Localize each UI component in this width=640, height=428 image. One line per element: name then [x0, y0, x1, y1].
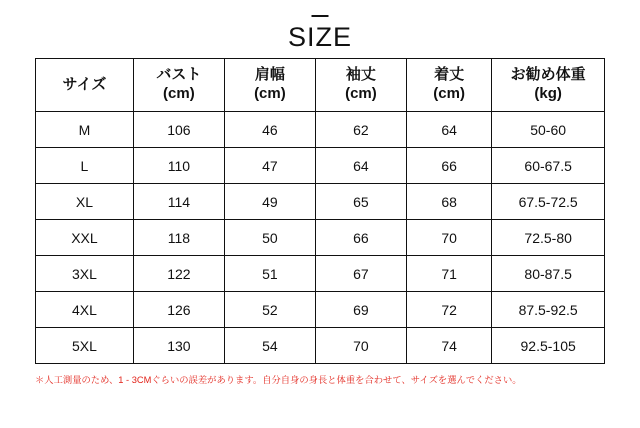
- cell-length: 70: [406, 220, 491, 256]
- column-header-length: 着丈 (cm): [406, 59, 491, 112]
- column-header-sleeve: 袖丈 (cm): [315, 59, 406, 112]
- cell-weight: 87.5-92.5: [492, 292, 605, 328]
- cell-weight: 80-87.5: [492, 256, 605, 292]
- cell-length: 71: [406, 256, 491, 292]
- cell-length: 64: [406, 112, 491, 148]
- table-header: [36, 59, 605, 112]
- table-row: [36, 220, 605, 256]
- cell-size: 5XL: [36, 328, 134, 364]
- column-header-shoulder: 肩幅 (cm): [224, 59, 315, 112]
- cell-bust: 110: [133, 148, 224, 184]
- size-table-container: [35, 58, 605, 364]
- cell-weight: 60-67.5: [492, 148, 605, 184]
- cell-sleeve: 66: [315, 220, 406, 256]
- cell-shoulder: 47: [224, 148, 315, 184]
- cell-bust: 114: [133, 184, 224, 220]
- cell-bust: 122: [133, 256, 224, 292]
- measurement-disclaimer: ＊人工測量のため、1 - 3CMぐらいの誤差があります。自分自身の身長と体重を合わせて、サイズを選んでください。: [35, 375, 522, 385]
- cell-size: 4XL: [36, 292, 134, 328]
- cell-length: 66: [406, 148, 491, 184]
- title-container: [0, 0, 640, 52]
- page-title-text: SIZE: [287, 22, 352, 52]
- page-title: [288, 24, 352, 51]
- cell-shoulder: 49: [224, 184, 315, 220]
- cell-length: 74: [406, 328, 491, 364]
- column-header-bust: バスト (cm): [133, 59, 224, 112]
- cell-size: L: [36, 148, 134, 184]
- table-row: [36, 328, 605, 364]
- cell-size: XXL: [36, 220, 134, 256]
- cell-bust: 126: [133, 292, 224, 328]
- cell-size: XL: [36, 184, 134, 220]
- cell-shoulder: 52: [224, 292, 315, 328]
- cell-weight: 67.5-72.5: [492, 184, 605, 220]
- cell-sleeve: 69: [315, 292, 406, 328]
- cell-sleeve: 62: [315, 112, 406, 148]
- cell-length: 72: [406, 292, 491, 328]
- column-header-size: サイズ: [36, 59, 134, 112]
- cell-weight: 50-60: [492, 112, 605, 148]
- cell-sleeve: 65: [315, 184, 406, 220]
- cell-sleeve: 67: [315, 256, 406, 292]
- table-row: [36, 112, 605, 148]
- cell-shoulder: 46: [224, 112, 315, 148]
- cell-shoulder: 51: [224, 256, 315, 292]
- cell-sleeve: 70: [315, 328, 406, 364]
- cell-length: 68: [406, 184, 491, 220]
- cell-bust: 118: [133, 220, 224, 256]
- cell-size: 3XL: [36, 256, 134, 292]
- cell-bust: 106: [133, 112, 224, 148]
- cell-size: M: [36, 112, 134, 148]
- table-header-row: [36, 59, 605, 112]
- cell-sleeve: 64: [315, 148, 406, 184]
- cell-bust: 130: [133, 328, 224, 364]
- cell-shoulder: 54: [224, 328, 315, 364]
- size-table: [35, 58, 605, 364]
- table-row: [36, 292, 605, 328]
- table-row: [36, 184, 605, 220]
- macron-accent: [311, 15, 328, 17]
- table-body: [36, 112, 605, 364]
- table-row: [36, 148, 605, 184]
- cell-weight: 92.5-105: [492, 328, 605, 364]
- cell-weight: 72.5-80: [492, 220, 605, 256]
- cell-shoulder: 50: [224, 220, 315, 256]
- table-row: [36, 256, 605, 292]
- column-header-recommended-weight: お勧め体重 (kg): [492, 59, 605, 112]
